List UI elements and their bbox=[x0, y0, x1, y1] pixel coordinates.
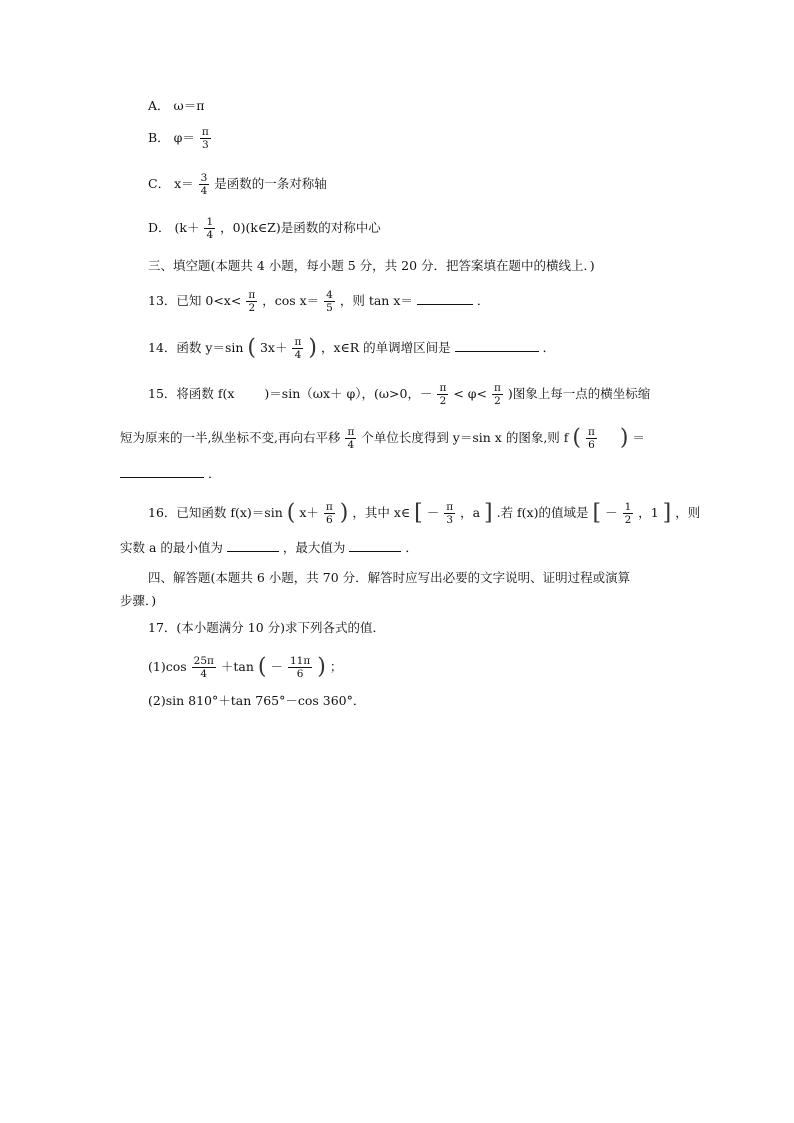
q17-p1-c: － bbox=[270, 659, 283, 674]
q14-num: π bbox=[294, 336, 302, 348]
q16-left-bracket-2-icon: [ bbox=[414, 500, 423, 526]
q13-num-2: 4 bbox=[326, 289, 333, 301]
q14-end: ． bbox=[542, 340, 556, 355]
option-b-label: B． bbox=[148, 130, 170, 145]
q15-answer-blank[interactable] bbox=[120, 465, 204, 478]
q15-line2-b: 个单位长度得到 y＝sin x 的图象,则 f bbox=[361, 430, 569, 445]
q13-answer-blank[interactable] bbox=[417, 292, 473, 305]
question-14 bbox=[148, 336, 555, 361]
q15-part-b: )＝sin（ωx＋ φ），(ω>0，－ bbox=[264, 386, 433, 401]
q15-num-1: π bbox=[439, 382, 447, 394]
q14-den: 4 bbox=[294, 349, 302, 361]
q17-left-paren-icon: ( bbox=[257, 654, 267, 680]
q14-left-paren-icon: ( bbox=[247, 335, 256, 361]
section-3-text: 三、填空题(本题共 4 小题，每小题 5 分，共 20 分．把答案填在题中的横线上．) bbox=[148, 258, 595, 273]
question-16-line-2 bbox=[120, 539, 418, 557]
option-b-denominator: 3 bbox=[202, 139, 209, 151]
q17-fraction-2 bbox=[288, 655, 312, 680]
q15-line2-c: ＝ bbox=[632, 430, 645, 445]
q16-max-blank[interactable] bbox=[349, 539, 401, 552]
section-4-text-2: 步骤．) bbox=[120, 593, 157, 608]
q15-fraction-1 bbox=[437, 382, 448, 407]
option-c bbox=[148, 172, 327, 197]
section-3-heading bbox=[148, 257, 595, 275]
q14-part-a: 14．函数 y＝sin bbox=[148, 340, 244, 355]
option-d-numerator: 1 bbox=[206, 216, 214, 228]
q16-fraction-2 bbox=[444, 501, 455, 526]
q15-den-4: 6 bbox=[588, 439, 595, 451]
q17-right-paren-icon: ) bbox=[317, 654, 326, 680]
q16-part-i: ，则 bbox=[675, 505, 701, 520]
q16-den-1: 6 bbox=[326, 514, 333, 526]
q13-part-b: ，cos x＝ bbox=[262, 293, 320, 308]
option-b bbox=[148, 126, 212, 151]
q16-fraction-1 bbox=[324, 501, 335, 526]
option-b-text: φ＝ bbox=[173, 130, 195, 145]
option-b-numerator: π bbox=[201, 126, 209, 138]
q17-title: 17．(本小题满分 10 分)求下列各式的值． bbox=[148, 620, 386, 635]
option-d-pre: (k＋ bbox=[174, 220, 200, 235]
q16-part-c: ，其中 x∈ bbox=[352, 505, 411, 520]
q15-part-d: )图象上每一点的横坐标缩 bbox=[507, 386, 651, 401]
q17-den-2: 6 bbox=[296, 668, 304, 680]
question-17-part-2 bbox=[148, 692, 365, 710]
q13-num-1: π bbox=[248, 289, 256, 301]
q16-right-bracket-3-icon: ] bbox=[662, 500, 672, 526]
option-c-fraction bbox=[199, 172, 210, 197]
option-b-fraction bbox=[200, 126, 211, 151]
question-17-title bbox=[148, 619, 385, 637]
q13-fraction-2 bbox=[324, 289, 335, 314]
q16-right-paren-1-icon: ) bbox=[339, 500, 349, 526]
q17-p1-d: ； bbox=[329, 659, 343, 674]
question-15-line-2 bbox=[120, 426, 645, 451]
question-17-part-1 bbox=[148, 655, 342, 680]
q16-fraction-3 bbox=[623, 501, 634, 526]
q15-num-4: π bbox=[587, 426, 595, 438]
q15-fraction-4 bbox=[586, 426, 597, 451]
question-13 bbox=[148, 289, 489, 314]
q15-den-3: 4 bbox=[347, 439, 355, 451]
q14-part-b: 3x＋ bbox=[259, 340, 288, 355]
q17-p1-a: (1)cos bbox=[148, 659, 187, 674]
option-d-label: D． bbox=[148, 220, 171, 235]
q17-num-2: 11π bbox=[289, 655, 311, 667]
option-c-text: x＝ bbox=[174, 176, 194, 191]
section-4-text-1: 四、解答题(本题共 6 小题，共 70 分．解答时应写出必要的文字说明、证明过程或演算 bbox=[148, 570, 631, 585]
q14-part-c: ，x∈R 的单调增区间是 bbox=[320, 340, 451, 355]
q13-fraction-1 bbox=[246, 289, 257, 314]
q16-num-1: π bbox=[325, 501, 333, 513]
q17-den-1: 4 bbox=[200, 668, 208, 680]
option-c-numerator: 3 bbox=[200, 172, 208, 184]
q15-end: ． bbox=[207, 466, 221, 481]
q13-den-2: 5 bbox=[326, 302, 333, 314]
q16-left-bracket-3-icon: [ bbox=[592, 500, 602, 526]
q15-num-3: π bbox=[347, 426, 355, 438]
q16-right-bracket-2-icon: ] bbox=[484, 500, 493, 526]
q15-fraction-2 bbox=[492, 382, 503, 407]
option-c-tail: 是函数的一条对称轴 bbox=[214, 176, 327, 191]
q17-p2: (2)sin 810°＋tan 765°－cos 360°． bbox=[148, 693, 366, 708]
q16-den-2: 3 bbox=[446, 514, 453, 526]
q16-line2-c: ． bbox=[405, 540, 418, 555]
option-d-denominator: 4 bbox=[206, 229, 214, 241]
option-a-text: ω＝π bbox=[173, 98, 205, 113]
q16-part-h: ，1 bbox=[638, 505, 659, 520]
section-4-line-1 bbox=[148, 569, 630, 587]
q17-num-1: 25π bbox=[193, 655, 214, 667]
q16-part-f: .若 f(x)的值域是 bbox=[496, 505, 589, 520]
q16-min-blank[interactable] bbox=[227, 539, 279, 552]
option-c-denominator: 4 bbox=[200, 185, 208, 197]
q16-part-b: x＋ bbox=[299, 505, 319, 520]
q16-num-3: 1 bbox=[624, 501, 632, 513]
q16-part-g: － bbox=[605, 505, 618, 520]
question-15-line-3 bbox=[120, 465, 221, 483]
q16-den-3: 2 bbox=[624, 514, 632, 526]
q15-den-1: 2 bbox=[439, 395, 447, 407]
q14-right-paren-icon: ) bbox=[308, 335, 317, 361]
q16-line2-b: ，最大值为 bbox=[282, 540, 346, 555]
option-a-label: A． bbox=[148, 98, 170, 113]
q14-fraction bbox=[292, 336, 303, 361]
section-4-line-2 bbox=[120, 592, 156, 610]
question-16-line-1 bbox=[148, 501, 700, 526]
q13-den-1: 2 bbox=[248, 302, 256, 314]
q15-den-2: 2 bbox=[494, 395, 501, 407]
q13-part-c: ，则 tan x＝ bbox=[339, 293, 413, 308]
q14-answer-blank[interactable] bbox=[455, 339, 539, 352]
q16-line2-a: 实数 a 的最小值为 bbox=[120, 540, 223, 555]
option-a bbox=[148, 97, 204, 115]
q15-num-2: π bbox=[494, 382, 501, 394]
q15-right-paren-icon: ) bbox=[619, 425, 629, 451]
q16-num-2: π bbox=[446, 501, 454, 513]
q15-fraction-3 bbox=[345, 426, 356, 451]
option-d bbox=[148, 216, 381, 241]
option-c-label: C． bbox=[148, 176, 171, 191]
question-15-line-1 bbox=[148, 382, 650, 407]
q16-left-paren-1-icon: ( bbox=[286, 500, 296, 526]
q17-p1-b: ＋tan bbox=[220, 659, 254, 674]
q17-fraction-1 bbox=[192, 655, 216, 680]
q15-line2-a: 短为原来的一半,纵坐标不变,再向右平移 bbox=[120, 430, 341, 445]
q13-part-a: 13．已知 0<x< bbox=[148, 293, 242, 308]
q15-part-c: < φ< bbox=[453, 386, 488, 401]
option-d-fraction bbox=[204, 216, 215, 241]
q15-left-paren-icon: ( bbox=[572, 425, 581, 451]
option-d-tail: ，0)(k∈Z)是函数的对称中心 bbox=[220, 220, 381, 235]
q15-part-a: 15．将函数 f(x bbox=[148, 386, 235, 401]
q16-part-a: 16．已知函数 f(x)＝sin bbox=[148, 505, 283, 520]
q16-part-e: ，a bbox=[460, 505, 481, 520]
q16-part-d: － bbox=[426, 505, 440, 520]
q13-end: ． bbox=[476, 293, 490, 308]
